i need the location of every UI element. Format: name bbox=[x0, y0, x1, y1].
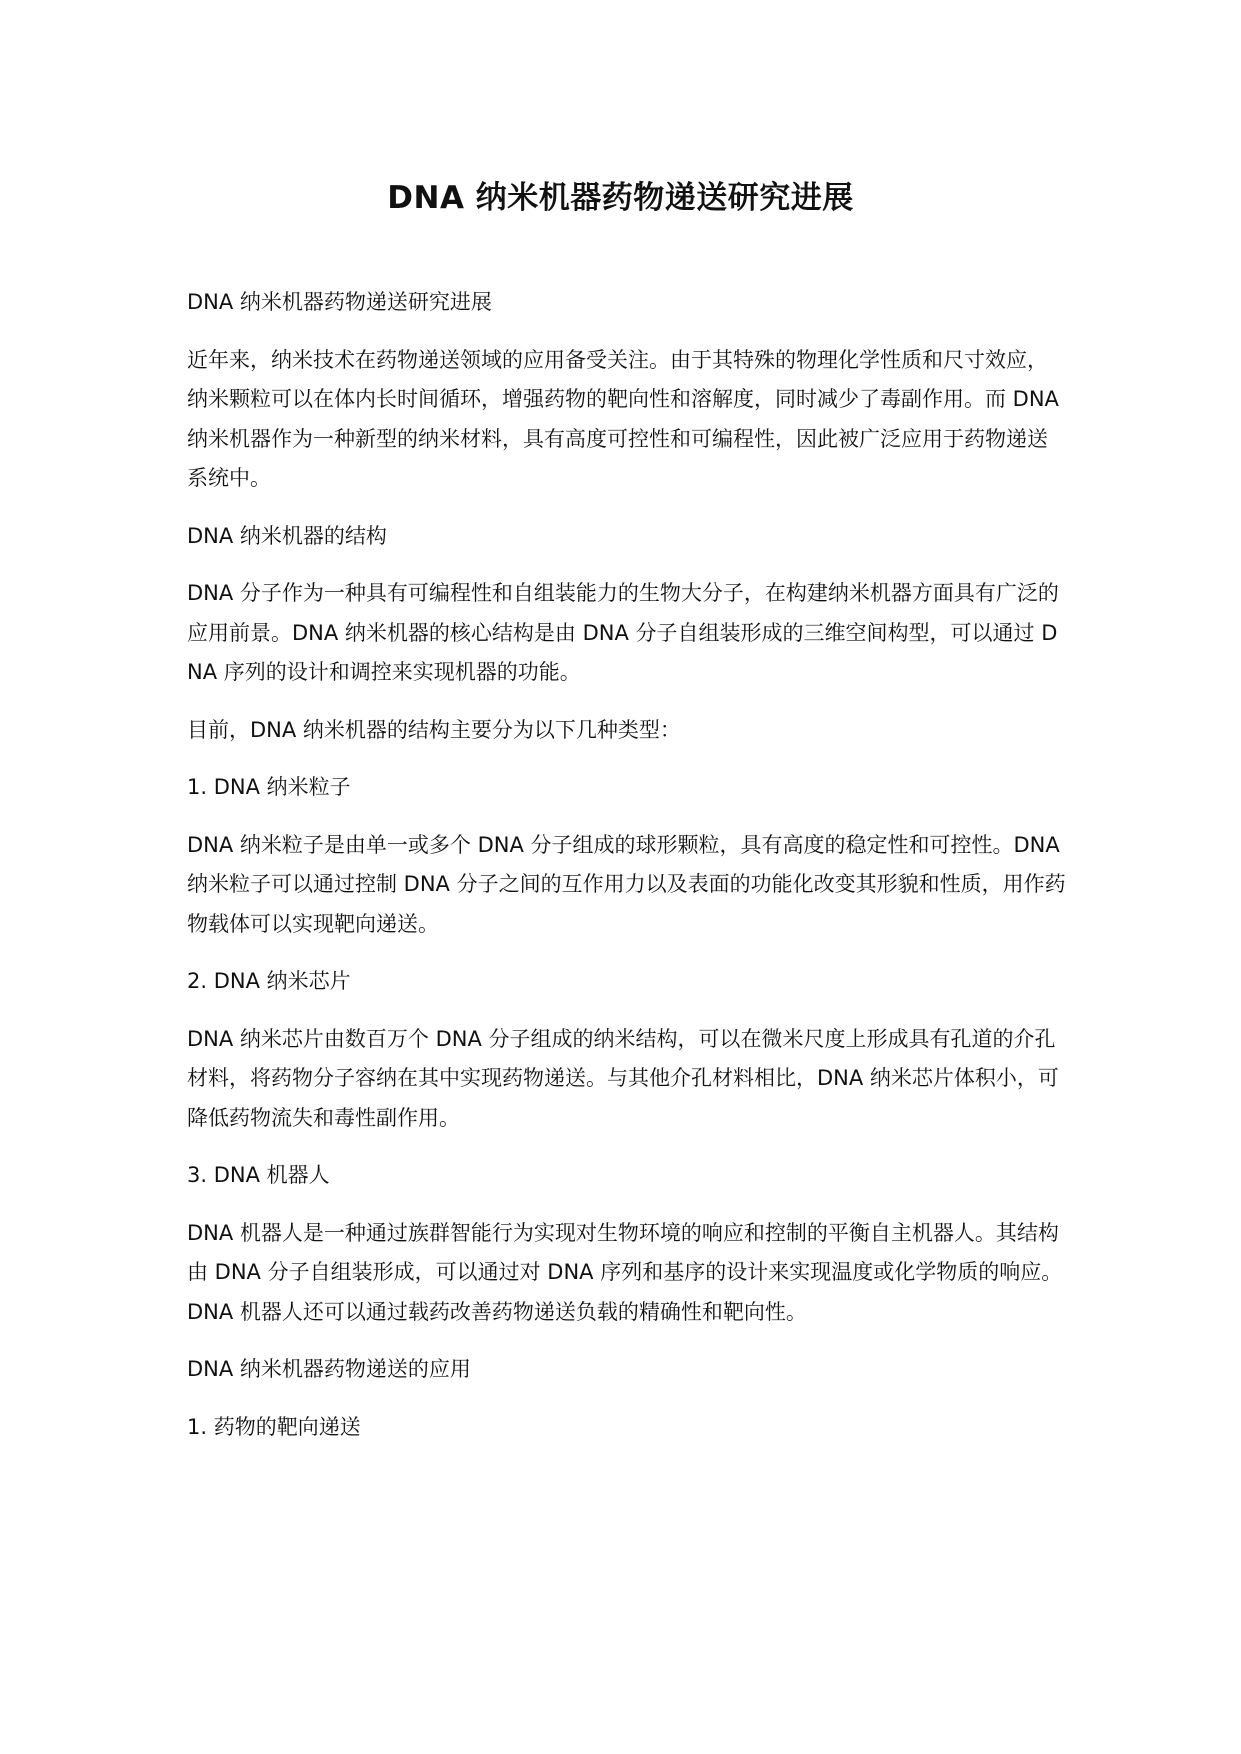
intro-paragraph: 近年来，纳米技术在药物递送领域的应用备受关注。由于其特殊的物理化学性质和尺寸效应，纳米颗粒可以在体内长时间循环，增强药物的靶向性和溶解度，同时减少了毒副作用。而 DNA 纳米机器作为一种新型的纳米材料，具有高度可控性和可编程性，因此被广泛应用于药物递送系统中。 bbox=[187, 347, 1059, 490]
document-body bbox=[187, 283, 1067, 1465]
list-item-targeted-delivery: 1. 药物的靶向递送 bbox=[187, 1414, 361, 1439]
nanochip-paragraph: DNA 纳米芯片由数百万个 DNA 分子组成的纳米结构，可以在微米尺度上形成具有孔道的介孔材料，将药物分子容纳在其中实现药物递送。与其他介孔材料相比，DNA 纳米芯片体积小，可降低药物流失和毒性副作用。 bbox=[187, 1026, 1059, 1130]
list-item-robot: 3. DNA 机器人 bbox=[187, 1163, 330, 1187]
structure-paragraph: DNA 分子作为一种具有可编程性和自组装能力的生物大分子，在构建纳米机器方面具有广泛的应用前景。DNA 纳米机器的核心结构是由 DNA 分子自组装形成的三维空间构型，可以通过 DNA 序列的设计和调控来实现机器的功能。 bbox=[187, 581, 1059, 684]
subtitle-paragraph: DNA 纳米机器药物递送研究进展 bbox=[187, 290, 492, 314]
list-item-nanoparticle: 1. DNA 纳米粒子 bbox=[187, 775, 351, 799]
document-title: DNA 纳米机器药物递送研究进展 bbox=[387, 180, 854, 216]
nanoparticle-paragraph: DNA 纳米粒子是由单一或多个 DNA 分子组成的球形颗粒，具有高度的稳定性和可控性。DNA 纳米粒子可以通过控制 DNA 分子之间的互作用力以及表面的功能化改变其形貌和性质，用作药物载体可以实现靶向递送。 bbox=[187, 832, 1066, 936]
section-heading-application: DNA 纳米机器药物递送的应用 bbox=[187, 1357, 471, 1381]
section-heading-structure: DNA 纳米机器的结构 bbox=[187, 523, 387, 548]
list-item-nanochip: 2. DNA 纳米芯片 bbox=[187, 969, 351, 993]
types-intro-paragraph: 目前，DNA 纳米机器的结构主要分为以下几种类型： bbox=[187, 717, 681, 742]
robot-paragraph: DNA 机器人是一种通过族群智能行为实现对生物环境的响应和控制的平衡自主机器人。其结构由 DNA 分子自组装形成，可以通过对 DNA 序列和基序的设计来实现温度或化学物质的响应。DNA 机器人还可以通过载药改善药物递送负载的精确性和靶向性。 bbox=[187, 1220, 1063, 1324]
